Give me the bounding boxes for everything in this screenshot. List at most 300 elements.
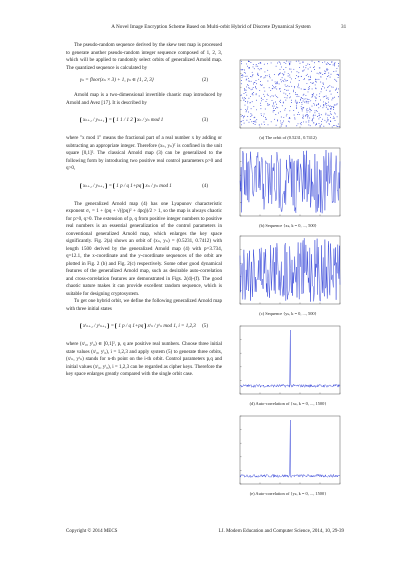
orbit-point xyxy=(314,62,315,63)
orbit-point xyxy=(331,99,332,100)
orbit-point xyxy=(305,95,306,96)
orbit-point xyxy=(314,105,315,106)
figure-b xyxy=(232,146,344,229)
figure-a xyxy=(232,58,344,140)
orbit-point xyxy=(299,87,300,88)
orbit-point xyxy=(275,81,276,82)
orbit-point xyxy=(323,105,324,106)
orbit-point xyxy=(290,77,291,78)
orbit-point xyxy=(336,125,337,126)
orbit-point xyxy=(308,124,309,125)
orbit-point xyxy=(275,108,276,109)
orbit-point xyxy=(244,93,245,94)
orbit-point xyxy=(335,113,336,114)
orbit-point xyxy=(272,88,273,89)
orbit-point xyxy=(305,98,306,99)
orbit-point xyxy=(327,68,328,69)
orbit-point xyxy=(263,116,264,117)
orbit-point xyxy=(291,100,292,101)
orbit-point xyxy=(329,85,330,86)
orbit-point xyxy=(249,61,250,62)
orbit-point xyxy=(281,123,282,124)
orbit-point xyxy=(297,114,298,115)
orbit-point xyxy=(324,71,325,72)
orbit-point xyxy=(282,77,283,78)
orbit-point xyxy=(330,121,331,122)
orbit-point xyxy=(264,64,265,65)
orbit-point xyxy=(255,87,256,88)
orbit-point xyxy=(289,61,290,62)
orbit-point xyxy=(303,107,304,108)
orbit-point xyxy=(247,109,248,110)
orbit-point xyxy=(260,63,261,64)
orbit-point xyxy=(318,79,319,80)
orbit-point xyxy=(285,100,286,101)
figure-a-caption: (a) The orbit of (0.5231, 0.7412) xyxy=(259,135,317,140)
orbit-point xyxy=(323,96,324,97)
orbit-point xyxy=(286,80,287,81)
orbit-point xyxy=(286,86,287,87)
orbit-point xyxy=(261,124,262,125)
orbit-point xyxy=(241,95,242,96)
orbit-point xyxy=(243,75,244,76)
orbit-point xyxy=(248,85,249,86)
orbit-point xyxy=(326,78,327,79)
orbit-point xyxy=(254,82,255,83)
orbit-point xyxy=(255,120,256,121)
orbit-point xyxy=(249,122,250,123)
orbit-point xyxy=(320,82,321,83)
orbit-point xyxy=(252,74,253,75)
orbit-point xyxy=(293,110,294,111)
orbit-point xyxy=(336,68,337,69)
orbit-point xyxy=(306,101,307,102)
y-autocorrelation-plot xyxy=(232,414,344,490)
orbit-point xyxy=(301,106,302,107)
orbit-point xyxy=(255,122,256,123)
orbit-point xyxy=(330,108,331,109)
orbit-point xyxy=(241,69,242,70)
orbit-point xyxy=(294,115,295,116)
orbit-point xyxy=(277,81,278,82)
orbit-point xyxy=(290,106,291,107)
orbit-point xyxy=(320,106,321,107)
orbit-point xyxy=(302,62,303,63)
orbit-point xyxy=(278,113,279,114)
orbit-point xyxy=(273,102,274,103)
orbit-point xyxy=(323,126,324,127)
orbit-point xyxy=(277,97,278,98)
orbit-point xyxy=(312,94,313,95)
orbit-point xyxy=(243,100,244,101)
running-title: A Novel Image Encryption Scheme Based on Multi-orbit Hybrid of Discrete Dynamical System xyxy=(111,24,311,30)
orbit-point xyxy=(277,120,278,121)
copyright: Copyright © 2014 MECS xyxy=(66,529,118,534)
orbit-point xyxy=(330,77,331,78)
orbit-point xyxy=(258,63,259,64)
figure-b-caption: (b) Sequence {xₖ, k = 0, ..., 500} xyxy=(259,223,317,228)
orbit-point xyxy=(268,95,269,96)
orbit-point xyxy=(307,99,308,100)
orbit-point xyxy=(283,75,284,76)
orbit-point xyxy=(274,74,275,75)
orbit-point xyxy=(261,113,262,114)
orbit-point xyxy=(333,87,334,88)
orbit-point xyxy=(308,115,309,116)
orbit-point xyxy=(253,106,254,107)
orbit-point xyxy=(312,96,313,97)
orbit-point xyxy=(286,114,287,115)
orbit-point xyxy=(245,109,246,110)
orbit-point xyxy=(266,119,267,120)
orbit-point xyxy=(253,94,254,95)
orbit-scatter-plot xyxy=(232,58,344,134)
orbit-point xyxy=(250,116,251,117)
orbit-point xyxy=(320,117,321,118)
orbit-point xyxy=(334,125,335,126)
orbit-point xyxy=(319,72,320,73)
orbit-point xyxy=(261,100,262,101)
orbit-point xyxy=(289,121,290,122)
orbit-point xyxy=(241,116,242,117)
orbit-point xyxy=(327,69,328,70)
orbit-point xyxy=(293,90,294,91)
figure-e xyxy=(232,414,344,497)
orbit-point xyxy=(337,103,338,104)
orbit-point xyxy=(312,120,313,121)
x-sequence-plot xyxy=(232,146,344,222)
orbit-point xyxy=(288,76,289,77)
equation-5: xⁱₙ₊₁ / yⁱₙ₊₁ = 1 p / q 1+pq xⁱₙ / yⁱₙ mod 1, i = 1,2,3 (5) xyxy=(66,315,222,339)
orbit-point xyxy=(298,85,299,86)
orbit-point xyxy=(302,104,303,105)
orbit-point xyxy=(325,102,326,103)
orbit-point xyxy=(307,74,308,75)
orbit-point xyxy=(281,81,282,82)
orbit-point xyxy=(308,103,309,104)
orbit-point xyxy=(295,78,296,79)
orbit-point xyxy=(285,67,286,68)
orbit-point xyxy=(283,102,284,103)
orbit-point xyxy=(328,99,329,100)
orbit-point xyxy=(298,72,299,73)
orbit-point xyxy=(330,109,331,110)
orbit-point xyxy=(273,86,274,87)
orbit-point xyxy=(333,107,334,108)
orbit-point xyxy=(296,75,297,76)
orbit-point xyxy=(259,96,260,97)
orbit-point xyxy=(260,108,261,109)
orbit-point xyxy=(306,114,307,115)
figure-d xyxy=(232,324,344,407)
orbit-point xyxy=(245,101,246,102)
orbit-point xyxy=(312,106,313,107)
orbit-point xyxy=(324,120,325,121)
orbit-point xyxy=(337,74,338,75)
orbit-point xyxy=(311,110,312,111)
orbit-point xyxy=(260,105,261,106)
equation-4: xₙ₊₁ / yₙ₊₁ = 1 p / q 1+pq xₙ / yₙ mod 1 (4) xyxy=(66,175,222,199)
equation-3: xₙ₊₁ / yₙ₊₁ = 1 1 / 1 2 xₙ / yₙ mod 1 (3) xyxy=(66,109,222,133)
orbit-point xyxy=(268,105,269,106)
orbit-point xyxy=(267,70,268,71)
orbit-point xyxy=(307,116,308,117)
orbit-point xyxy=(303,62,304,63)
orbit-point xyxy=(328,63,329,64)
orbit-point xyxy=(318,118,319,119)
left-column xyxy=(66,42,222,379)
orbit-point xyxy=(263,77,264,78)
orbit-point xyxy=(333,116,334,117)
orbit-point xyxy=(285,94,286,95)
orbit-point xyxy=(241,121,242,122)
orbit-point xyxy=(264,71,265,72)
orbit-point xyxy=(307,101,308,102)
orbit-point xyxy=(310,77,311,78)
orbit-point xyxy=(306,65,307,66)
orbit-point xyxy=(294,86,295,87)
orbit-point xyxy=(305,115,306,116)
orbit-point xyxy=(243,117,244,118)
orbit-point xyxy=(250,119,251,120)
orbit-point xyxy=(242,98,243,99)
orbit-point xyxy=(246,111,247,112)
orbit-point xyxy=(242,69,243,70)
orbit-point xyxy=(250,62,251,63)
orbit-point xyxy=(246,95,247,96)
orbit-point xyxy=(264,87,265,88)
orbit-point xyxy=(322,107,323,108)
orbit-point xyxy=(260,84,261,85)
paragraph-generalized: The generalized Arnold map (4) has one Lyapunov characteristic exponent σ₁ = 1 + (pq + √((pq)² + 4pq))/2 > 1, so the map is always chaotic for p>0, q>0. The extension of p, q from positive integer numbers to positive real numbers is an essential generalization of the control parameters in conventional generalized Arnold map, which enlarges the key space significantly. Fig. 2(a) shows an orbit of (xₙ, yₙ) = (0.5231, 0.7412) with length 1500 derived by the generalized Arnold map (4) with p=3.734, q=12.1, the x-coordinate and the y-coordinate sequences of the orbit are plotted in Fig. 2 (b) and Fig. 2(c) respectively. Some other good dynamical features of the generalized Arnold map, such as desirable auto-correlation and cross-correlation features are demonstrated in Figs. 2(d)-(f). The good chaotic nature makes it can provide excellent random sequence, which is suitable for designing cryptosystem. xyxy=(66,200,222,297)
orbit-point xyxy=(248,98,249,99)
orbit-point xyxy=(275,86,276,87)
orbit-point xyxy=(323,105,324,106)
orbit-point xyxy=(310,79,311,80)
orbit-point xyxy=(252,89,253,90)
orbit-point xyxy=(244,97,245,98)
orbit-point xyxy=(281,67,282,68)
orbit-point xyxy=(334,65,335,66)
orbit-point xyxy=(305,116,306,117)
orbit-point xyxy=(251,81,252,82)
orbit-point xyxy=(329,123,330,124)
orbit-point xyxy=(333,109,334,110)
orbit-point xyxy=(267,75,268,76)
orbit-point xyxy=(267,81,268,82)
orbit-point xyxy=(283,80,284,81)
paragraph-arnold: Arnold map is a two-dimensional invertible chaotic map introduced by Arnold and Avez [17]. It is described by xyxy=(66,92,222,106)
orbit-point xyxy=(337,92,338,93)
orbit-point xyxy=(327,62,328,63)
orbit-point xyxy=(280,64,281,65)
orbit-point xyxy=(283,102,284,103)
orbit-point xyxy=(330,91,331,92)
orbit-point xyxy=(274,119,275,120)
orbit-point xyxy=(312,61,313,62)
orbit-point xyxy=(264,122,265,123)
journal-citation: I.J. Modern Education and Computer Science, 2014, 10, 29-39 xyxy=(218,529,344,534)
orbit-point xyxy=(299,102,300,103)
orbit-point xyxy=(309,109,310,110)
orbit-point xyxy=(319,115,320,116)
sequence-line xyxy=(240,238,340,302)
orbit-point xyxy=(284,89,285,90)
orbit-point xyxy=(335,62,336,63)
orbit-point xyxy=(315,84,316,85)
orbit-point xyxy=(330,117,331,118)
orbit-point xyxy=(314,69,315,70)
orbit-point xyxy=(284,62,285,63)
orbit-point xyxy=(311,71,312,72)
orbit-point xyxy=(310,100,311,101)
orbit-point xyxy=(250,76,251,77)
orbit-point xyxy=(280,69,281,70)
orbit-point xyxy=(291,78,292,79)
orbit-point xyxy=(250,113,251,114)
orbit-point xyxy=(252,72,253,73)
orbit-point xyxy=(266,101,267,102)
orbit-point xyxy=(334,64,335,65)
orbit-point xyxy=(331,86,332,87)
orbit-point xyxy=(318,103,319,104)
orbit-point xyxy=(304,69,305,70)
orbit-point xyxy=(290,61,291,62)
orbit-point xyxy=(337,116,338,117)
orbit-point xyxy=(283,81,284,82)
orbit-point xyxy=(276,82,277,83)
orbit-point xyxy=(266,99,267,100)
orbit-point xyxy=(320,125,321,126)
autocorrelation-line xyxy=(240,330,340,387)
orbit-point xyxy=(295,92,296,93)
orbit-point xyxy=(270,77,271,78)
orbit-point xyxy=(314,112,315,113)
orbit-point xyxy=(328,119,329,120)
orbit-point xyxy=(251,89,252,90)
orbit-point xyxy=(276,66,277,67)
orbit-point xyxy=(321,88,322,89)
orbit-point xyxy=(320,100,321,101)
orbit-point xyxy=(329,106,330,107)
orbit-point xyxy=(279,89,280,90)
orbit-point xyxy=(244,99,245,100)
orbit-point xyxy=(246,110,247,111)
orbit-point xyxy=(315,98,316,99)
orbit-point xyxy=(338,66,339,67)
orbit-point xyxy=(276,104,277,105)
autocorrelation-line xyxy=(240,420,340,477)
orbit-point xyxy=(282,73,283,74)
orbit-point xyxy=(325,71,326,72)
orbit-point xyxy=(318,107,319,108)
orbit-point xyxy=(335,80,336,81)
orbit-point xyxy=(287,85,288,86)
orbit-point xyxy=(246,120,247,121)
orbit-point xyxy=(301,108,302,109)
orbit-point xyxy=(305,67,306,68)
orbit-point xyxy=(280,100,281,101)
orbit-point xyxy=(272,85,273,86)
orbit-point xyxy=(318,73,319,74)
orbit-point xyxy=(327,115,328,116)
orbit-point xyxy=(256,66,257,67)
orbit-point xyxy=(244,70,245,71)
orbit-point xyxy=(247,84,248,85)
orbit-point xyxy=(245,92,246,93)
orbit-point xyxy=(273,111,274,112)
orbit-point xyxy=(327,76,328,77)
orbit-point xyxy=(255,124,256,125)
orbit-point xyxy=(327,117,328,118)
orbit-point xyxy=(325,113,326,114)
orbit-point xyxy=(296,103,297,104)
orbit-point xyxy=(317,73,318,74)
orbit-point xyxy=(259,69,260,70)
orbit-point xyxy=(249,67,250,68)
orbit-point xyxy=(313,115,314,116)
orbit-point xyxy=(242,74,243,75)
orbit-point xyxy=(260,77,261,78)
orbit-point xyxy=(273,96,274,97)
orbit-point xyxy=(255,86,256,87)
orbit-point xyxy=(336,88,337,89)
orbit-point xyxy=(324,96,325,97)
orbit-point xyxy=(303,95,304,96)
orbit-point xyxy=(253,123,254,124)
orbit-point xyxy=(303,70,304,71)
orbit-point xyxy=(313,93,314,94)
orbit-point xyxy=(281,126,282,127)
orbit-point xyxy=(290,96,291,97)
orbit-point xyxy=(246,79,247,80)
orbit-point xyxy=(312,83,313,84)
orbit-point xyxy=(319,93,320,94)
orbit-point xyxy=(272,106,273,107)
orbit-point xyxy=(254,121,255,122)
paragraph-hybrid: To get one hybrid orbit, we define the following generalized Arnold map with three initial states xyxy=(66,298,222,312)
orbit-point xyxy=(245,76,246,77)
orbit-point xyxy=(338,63,339,64)
orbit-point xyxy=(298,61,299,62)
orbit-point xyxy=(291,86,292,87)
orbit-point xyxy=(325,104,326,105)
orbit-point xyxy=(256,109,257,110)
orbit-point xyxy=(310,125,311,126)
orbit-point xyxy=(306,110,307,111)
orbit-point xyxy=(313,122,314,123)
orbit-point xyxy=(331,106,332,107)
orbit-point xyxy=(313,94,314,95)
orbit-point xyxy=(300,123,301,124)
equation-2: γₙ = floor(xₙ × 3) + 1, γₙ ∈ {1, 2, 3} (2) xyxy=(80,77,208,83)
orbit-point xyxy=(248,78,249,79)
orbit-point xyxy=(338,77,339,78)
orbit-point xyxy=(333,64,334,65)
orbit-point xyxy=(302,71,303,72)
orbit-point xyxy=(241,61,242,62)
orbit-point xyxy=(301,97,302,98)
orbit-point xyxy=(281,124,282,125)
orbit-point xyxy=(241,109,242,110)
orbit-point xyxy=(315,79,316,80)
orbit-point xyxy=(333,118,334,119)
orbit-point xyxy=(253,92,254,93)
orbit-point xyxy=(318,104,319,105)
orbit-point xyxy=(278,74,279,75)
orbit-point xyxy=(277,63,278,64)
orbit-point xyxy=(307,112,308,113)
